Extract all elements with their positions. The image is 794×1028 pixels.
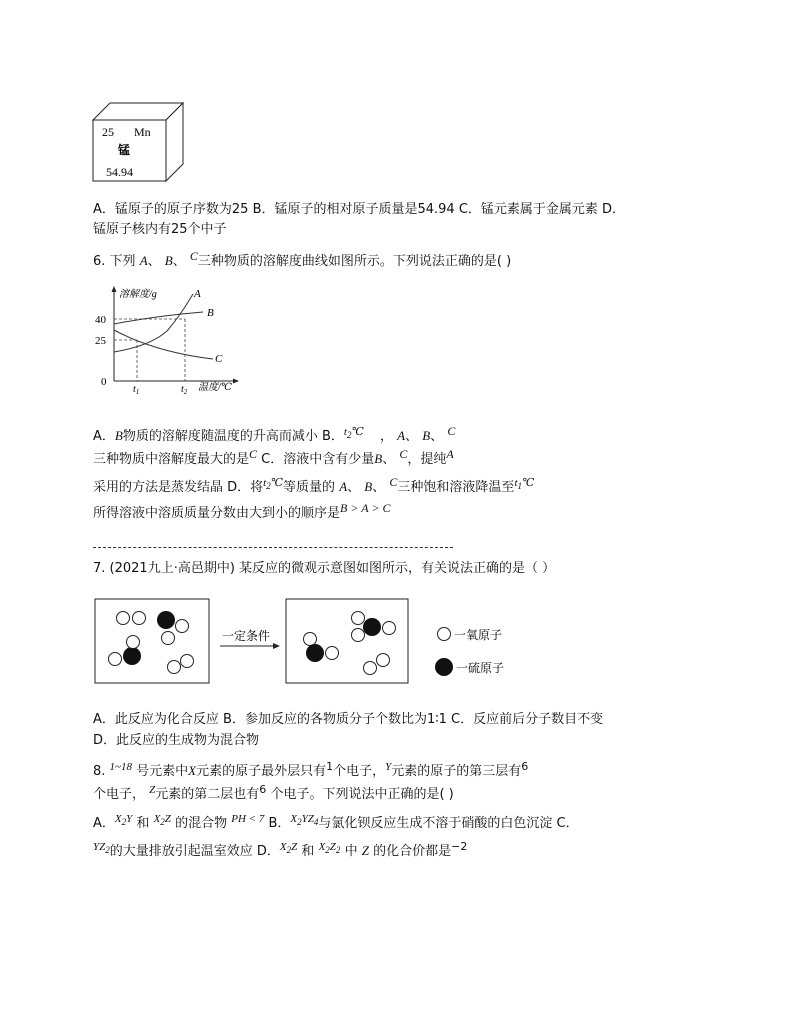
q8-line1: 8. $^{1\sim 18}$ 号元素中X元素的原子最外层只有$^1$个电子，$^Y$元素的原子的第三层有$^6$ bbox=[93, 760, 529, 779]
q7-stem: 7. (2021九上·高邑期中) 某反应的微观示意图如图所示，有关说法正确的是（ ） bbox=[93, 561, 556, 576]
curve-b bbox=[114, 312, 203, 324]
x-tick-t1: $t_1$ bbox=[133, 384, 140, 394]
element-number: 25 bbox=[102, 125, 114, 139]
y-tick-25: 25 bbox=[95, 335, 106, 347]
reaction-diagram bbox=[94, 598, 534, 688]
element-name: 锰 bbox=[118, 143, 131, 157]
y-tick-40: 40 bbox=[95, 314, 106, 326]
q7-options-line1: A．此反应为化合反应 B．参加反应的各物质分子个数比为1∶1 C．反应前后分子数目不变 bbox=[93, 712, 604, 727]
element-card bbox=[90, 100, 186, 184]
element-symbol: Mn bbox=[134, 125, 151, 139]
y-axis-label: 溶解度/g bbox=[119, 289, 157, 300]
q8-line4: $^{YZ_2}$的大量排放引起温室效应 D．$^{X_2Z}$ 和 $^{X_2Z_2}$ 中 Z 的化合价都是$^{-2}$ bbox=[93, 840, 468, 859]
legend-oxygen: 一氧原子 bbox=[454, 628, 503, 642]
q6-opt-line3: 采用的方法是蒸发结晶 D．将$^{t_2℃}$等质量的 A、 B、 C三种饱和溶液降温至$^{t_1℃}$ bbox=[93, 475, 535, 495]
x-tick-t2: $t_2$ bbox=[181, 384, 188, 394]
q8-line2: 个电子， $^Z$元素的第二层也有$^6$ 个电子。下列说法中正确的是( ) bbox=[93, 783, 454, 802]
solubility-chart bbox=[95, 284, 255, 394]
q6-opt-line1: A．B物质的溶解度随温度的升高而减小 B．$^{t_2℃}$ ， A、 B、 C bbox=[93, 424, 456, 444]
origin-label: 0 bbox=[101, 376, 107, 388]
q5-options-line2: 锰原子核内有25个中子 bbox=[93, 222, 227, 237]
curve-a bbox=[114, 294, 193, 352]
q8-line3: A．$^{X_2Y}$ 和 $^{X_2Z}$ 的混合物 $^{PH < 7}$ B．$^{X_2YZ_4}$与氯化钡反应生成不溶于硝酸的白色沉淀 C． bbox=[93, 813, 579, 831]
q6-stem: 6. 下列 A、 B、 C三种物质的溶解度曲线如图所示。下列说法正确的是( ) bbox=[93, 249, 512, 269]
series-label-b: B bbox=[207, 307, 214, 319]
element-mass: 54.94 bbox=[106, 165, 133, 179]
q5-options-line1: A．锰原子的原子序数为25 B．锰原子的相对原子质量是54.94 C．锰元素属于金属元素 D． bbox=[93, 202, 626, 217]
q6-opt-line4: 所得溶液中溶质质量分数由大到小的顺序是B > A > C bbox=[93, 501, 391, 521]
oxygen-legend-icon bbox=[438, 628, 451, 641]
section-divider bbox=[93, 547, 453, 548]
legend-sulfur: 一硫原子 bbox=[456, 661, 505, 675]
series-label-a: A bbox=[194, 288, 201, 300]
arrow-label: 一定条件 bbox=[222, 629, 271, 643]
sulfur-legend-icon bbox=[435, 658, 453, 676]
x-axis-label: 温度/℃ bbox=[198, 382, 232, 393]
q7-options-line2: D．此反应的生成物为混合物 bbox=[93, 733, 260, 748]
series-label-c: C bbox=[215, 353, 223, 365]
q6-opt-line2: 三种物质中溶解度最大的是C C．溶液中含有少量B、 C，提纯A bbox=[93, 447, 454, 467]
